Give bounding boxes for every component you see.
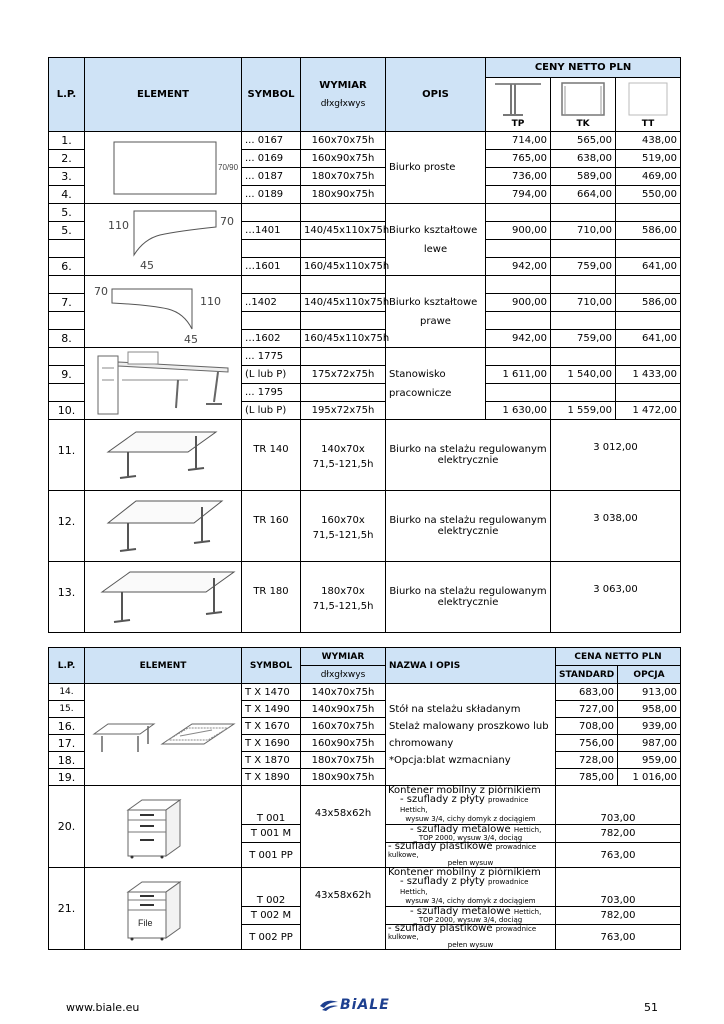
- price-opcja: 913,00: [618, 684, 681, 701]
- price-standard: 728,00: [556, 752, 618, 769]
- price-tk: 759,00: [551, 330, 616, 348]
- row-lp: 14.: [49, 684, 85, 701]
- price-standard: 756,00: [556, 735, 618, 752]
- row-lp: 3.: [49, 168, 85, 186]
- header-tt: TT: [616, 118, 681, 132]
- frame-tp-icon: [486, 78, 551, 118]
- table-row: [49, 868, 681, 907]
- row-opis: Stelaż malowany proszkowo lub: [386, 718, 556, 735]
- opis-line: pracownicze: [389, 387, 452, 399]
- table-row: [49, 491, 681, 562]
- opis-line: prowadnice Hettich,: [400, 796, 529, 814]
- logo-text: BiALE: [340, 997, 390, 1013]
- row-symbol: T X 1670: [242, 718, 301, 735]
- opis-line: Hettich,: [513, 907, 542, 916]
- header-ceny: CENY NETTO PLN: [486, 58, 681, 78]
- dim-line: 160x70x: [321, 515, 365, 526]
- row-dim: 160x90x75h: [301, 735, 386, 752]
- row-dim: 140/45x110x75h: [301, 294, 386, 312]
- price-tk: 638,00: [551, 150, 616, 168]
- right-desk-drawing: [85, 276, 242, 348]
- price-table-tables-containers: [48, 647, 681, 950]
- row-lp: 11.: [49, 420, 85, 491]
- header-symbol: SYMBOL: [242, 58, 301, 132]
- row-opis: Biurko na stelażu regulowanym elektrycznie: [386, 562, 551, 633]
- frame-tk-icon: [551, 78, 616, 118]
- header-standard: STANDARD: [556, 666, 618, 684]
- price-tk: 565,00: [551, 132, 616, 150]
- price-opcja: 987,00: [618, 735, 681, 752]
- opis-line: prowadnice Hettich,: [400, 878, 529, 896]
- price-tt: 438,00: [616, 132, 681, 150]
- container-drawing: [85, 786, 242, 868]
- row-symbol: TR 180: [242, 562, 301, 633]
- row-dim: 180x90x75h: [301, 186, 386, 204]
- row-symbol: ... 0189: [242, 186, 301, 204]
- price-tp: 1 630,00: [486, 402, 551, 420]
- header-opis: OPIS: [386, 58, 486, 132]
- row-lp: 17.: [49, 735, 85, 752]
- opis-line: - szuflady metalowe: [410, 905, 511, 917]
- row-lp: 7.: [49, 294, 85, 312]
- price-tt: 586,00: [616, 294, 681, 312]
- row-lp: 5.: [49, 222, 85, 240]
- row-dim: [301, 491, 386, 562]
- row-symbol: (L lub P): [242, 402, 301, 420]
- row-symbol: T 002: [242, 868, 301, 907]
- price-tp: 765,00: [486, 150, 551, 168]
- row-lp: 20.: [49, 786, 85, 868]
- desk-size-label: 70/90: [218, 162, 238, 172]
- row-dim: 160x90x75h: [301, 150, 386, 168]
- price-tp: 900,00: [486, 222, 551, 240]
- price-tt: 1 472,00: [616, 402, 681, 420]
- footer-logo: [318, 997, 390, 1013]
- table-row: [49, 204, 681, 222]
- row-symbol: T X 1690: [242, 735, 301, 752]
- row-price: 763,00: [556, 843, 681, 868]
- row-symbol: T 001 M: [242, 825, 301, 843]
- table-row: [49, 684, 681, 701]
- row-symbol: ... 0187: [242, 168, 301, 186]
- header-cena: CENA NETTO PLN: [556, 648, 681, 666]
- price-standard: 708,00: [556, 718, 618, 735]
- header-tk: TK: [551, 118, 616, 132]
- row-opis: Stół na stelażu składanym: [386, 701, 556, 718]
- price-tk: 1 559,00: [551, 402, 616, 420]
- row-opis: [386, 769, 556, 786]
- header-lp: L.P.: [49, 648, 85, 684]
- price-opcja: 958,00: [618, 701, 681, 718]
- row-opis: Biurko na stelażu regulowanym elektrycznie: [386, 420, 551, 491]
- left-desk-70-label: 70: [220, 214, 234, 228]
- price-tt: 641,00: [616, 258, 681, 276]
- row-dim: [301, 562, 386, 633]
- row-symbol: T X 1490: [242, 701, 301, 718]
- price-tp: 942,00: [486, 258, 551, 276]
- row-price: 703,00: [556, 868, 681, 907]
- row-symbol: T X 1890: [242, 769, 301, 786]
- workstation-opis: [386, 348, 486, 420]
- row-lp: 1.: [49, 132, 85, 150]
- opis-line: wysuw 3/4, cichy domyk z dociągiem: [405, 815, 536, 823]
- container-title: Kontener mobilny z piórnikiem: [388, 785, 541, 796]
- price-tk: 1 540,00: [551, 366, 616, 384]
- row-opis: [386, 684, 556, 701]
- row-price: 3 012,00: [551, 420, 681, 491]
- row-dim: 140x90x75h: [301, 701, 386, 718]
- row-lp: 21.: [49, 868, 85, 950]
- row-dim: 43x58x62h: [301, 868, 386, 950]
- container-file-drawing: [85, 868, 242, 950]
- price-standard: 727,00: [556, 701, 618, 718]
- row-price: 3 063,00: [551, 562, 681, 633]
- price-tt: 586,00: [616, 222, 681, 240]
- right-desk-70-label: 70: [94, 284, 108, 298]
- row-symbol: T 002 PP: [242, 925, 301, 950]
- row-dim: 160/45x110x75h: [301, 258, 386, 276]
- opis-line: TOP 2000, wysuw 3/4, dociąg: [418, 833, 523, 842]
- price-opcja: 1 016,00: [618, 769, 681, 786]
- electric-desk-140-drawing: [85, 420, 242, 491]
- row-symbol: (L lub P): [242, 366, 301, 384]
- row-symbol: …1401: [242, 222, 301, 240]
- row-symbol: ..1402: [242, 294, 301, 312]
- price-tk: 710,00: [551, 294, 616, 312]
- price-tk: 664,00: [551, 186, 616, 204]
- folding-table-drawing: [85, 684, 242, 786]
- header-element: ELEMENT: [85, 648, 242, 684]
- row-dim: 140x70x75h: [301, 684, 386, 701]
- left-desk-45-label: 45: [140, 258, 154, 272]
- opis-line: TOP 2000, wysuw 3/4, dociąg: [418, 915, 523, 924]
- row-dim: 180x70x75h: [301, 752, 386, 769]
- price-tt: 1 433,00: [616, 366, 681, 384]
- row-opis: *Opcja:blat wzmacniany: [386, 752, 556, 769]
- price-standard: 683,00: [556, 684, 618, 701]
- row-opis: chromowany: [386, 735, 556, 752]
- page-number: 51: [644, 1001, 658, 1014]
- price-tp: 736,00: [486, 168, 551, 186]
- row-dim: 160x70x75h: [301, 718, 386, 735]
- row-price: 3 038,00: [551, 491, 681, 562]
- price-tp: 714,00: [486, 132, 551, 150]
- container-opis-1: [386, 786, 556, 825]
- row-symbol: TR 140: [242, 420, 301, 491]
- table-row: [49, 562, 681, 633]
- row-dim: 160x70x75h: [301, 132, 386, 150]
- row-symbol: TR 160: [242, 491, 301, 562]
- row-dim: 195x72x75h: [301, 402, 386, 420]
- container-opis-2: [386, 907, 556, 925]
- right-desk-opis: [386, 276, 486, 348]
- dim-line: 140x70x: [321, 444, 365, 455]
- electric-desk-160-drawing: [85, 491, 242, 562]
- row-symbol: T 002 M: [242, 907, 301, 925]
- logo-swoosh-icon: [318, 998, 340, 1012]
- row-lp: 4.: [49, 186, 85, 204]
- row-lp: 2.: [49, 150, 85, 168]
- price-tk: 759,00: [551, 258, 616, 276]
- opis-line: pełen wysuw: [447, 941, 494, 949]
- row-opis: Biurko na stelażu regulowanym elektrycznie: [386, 491, 551, 562]
- dim-line: 71,5-121,5h: [312, 530, 374, 541]
- opis-line: - szuflady plastikowe: [388, 841, 493, 852]
- price-opcja: 939,00: [618, 718, 681, 735]
- row-symbol: T 001 PP: [242, 843, 301, 868]
- row-lp: 16.: [49, 718, 85, 735]
- container-title: Kontener mobilny z piórnikiem: [388, 867, 541, 878]
- dim-line: 180x70x: [321, 586, 365, 597]
- opis-line: - szuflady z płyty: [400, 876, 485, 887]
- row-price: 782,00: [556, 825, 681, 843]
- header-opcja: OPCJA: [618, 666, 681, 684]
- left-desk-drawing: [85, 204, 242, 276]
- footer-url[interactable]: www.biale.eu: [66, 1001, 140, 1014]
- header-wymiar-sub: dłxgłxwys: [320, 99, 366, 109]
- opis-line: - szuflady plastikowe: [388, 923, 493, 934]
- row-lp: 5.: [49, 204, 85, 222]
- container-opis-3: [386, 843, 556, 868]
- row-dim: 175x72x75h: [301, 366, 386, 384]
- row-symbol: ... 0169: [242, 150, 301, 168]
- header-wymiar-label: WYMIAR: [319, 80, 367, 91]
- opis-line: prowadnice kulkowe,: [388, 925, 537, 941]
- row-symbol: …1602: [242, 330, 301, 348]
- header-wymiar: WYMIAR: [301, 648, 386, 666]
- header-nazwa: NAZWA I OPIS: [386, 648, 556, 684]
- left-desk-opis: [386, 204, 486, 276]
- row-symbol: ... 1795: [242, 384, 301, 402]
- price-tt: 550,00: [616, 186, 681, 204]
- row-dim: 180x90x75h: [301, 769, 386, 786]
- row-price: 782,00: [556, 907, 681, 925]
- row-symbol: ... 1775: [242, 348, 301, 366]
- row-lp: 15.: [49, 701, 85, 718]
- row-lp: 9.: [49, 366, 85, 384]
- file-label: File: [138, 917, 153, 928]
- row-symbol: T X 1870: [242, 752, 301, 769]
- table-row: [49, 786, 681, 825]
- frame-tt-icon: [616, 78, 681, 118]
- opis-line: prawe: [420, 315, 451, 327]
- price-tk: 589,00: [551, 168, 616, 186]
- row-lp: 10.: [49, 402, 85, 420]
- opis-line: lewe: [423, 243, 448, 255]
- straight-desk-drawing: [85, 132, 242, 204]
- row-dim: 160/45x110x75h: [301, 330, 386, 348]
- row-lp: 6.: [49, 258, 85, 276]
- table-row: [49, 132, 681, 150]
- container-opis-1: [386, 868, 556, 907]
- price-tp: 942,00: [486, 330, 551, 348]
- right-desk-45-label: 45: [184, 332, 198, 346]
- header-lp: L.P.: [49, 58, 85, 132]
- right-desk-110-label: 110: [200, 294, 221, 308]
- row-lp: 8.: [49, 330, 85, 348]
- row-symbol: …1601: [242, 258, 301, 276]
- opis-line: pełen wysuw: [447, 859, 494, 867]
- price-tt: 469,00: [616, 168, 681, 186]
- price-tk: 710,00: [551, 222, 616, 240]
- row-dim: 180x70x75h: [301, 168, 386, 186]
- price-tt: 641,00: [616, 330, 681, 348]
- opis-line: - szuflady z płyty: [400, 794, 485, 805]
- price-tp: 900,00: [486, 294, 551, 312]
- opis-line: Stanowisko: [389, 368, 446, 380]
- table-row: [49, 420, 681, 491]
- opis-line: Biurko kształtowe: [389, 224, 478, 236]
- price-opcja: 959,00: [618, 752, 681, 769]
- opis-line: - szuflady metalowe: [410, 823, 511, 835]
- row-dim: 43x58x62h: [301, 786, 386, 868]
- row-dim: [301, 420, 386, 491]
- header-wymiar-sub: dłxgłxwys: [301, 666, 386, 684]
- electric-desk-180-drawing: [85, 562, 242, 633]
- price-tt: 519,00: [616, 150, 681, 168]
- row-symbol: ... 0167: [242, 132, 301, 150]
- left-desk-110-label: 110: [108, 218, 129, 232]
- container-opis-2: [386, 825, 556, 843]
- price-tp: 794,00: [486, 186, 551, 204]
- dim-line: 71,5-121,5h: [312, 459, 374, 470]
- price-table-desks: [48, 57, 681, 633]
- dim-line: 71,5-121,5h: [312, 601, 374, 612]
- row-lp: 19.: [49, 769, 85, 786]
- row-dim: 140/45x110x75h: [301, 222, 386, 240]
- opis-line: prowadnice kulkowe,: [388, 843, 537, 859]
- price-standard: 785,00: [556, 769, 618, 786]
- row-lp: 12.: [49, 491, 85, 562]
- row-symbol: T 001: [242, 786, 301, 825]
- header-wymiar: [301, 58, 386, 132]
- header-tp: TP: [486, 118, 551, 132]
- workstation-drawing: [85, 348, 242, 420]
- row-opis: Biurko proste: [386, 132, 486, 204]
- row-lp: 18.: [49, 752, 85, 769]
- header-element: ELEMENT: [85, 58, 242, 132]
- opis-line: Hettich,: [513, 825, 542, 834]
- container-opis-3: [386, 925, 556, 950]
- price-tp: 1 611,00: [486, 366, 551, 384]
- row-symbol: T X 1470: [242, 684, 301, 701]
- row-price: 703,00: [556, 786, 681, 825]
- row-lp: 13.: [49, 562, 85, 633]
- opis-line: wysuw 3/4, cichy domyk z dociągiem: [405, 897, 536, 905]
- opis-line: Biurko kształtowe: [389, 296, 478, 308]
- header-symbol: SYMBOL: [242, 648, 301, 684]
- row-price: 763,00: [556, 925, 681, 950]
